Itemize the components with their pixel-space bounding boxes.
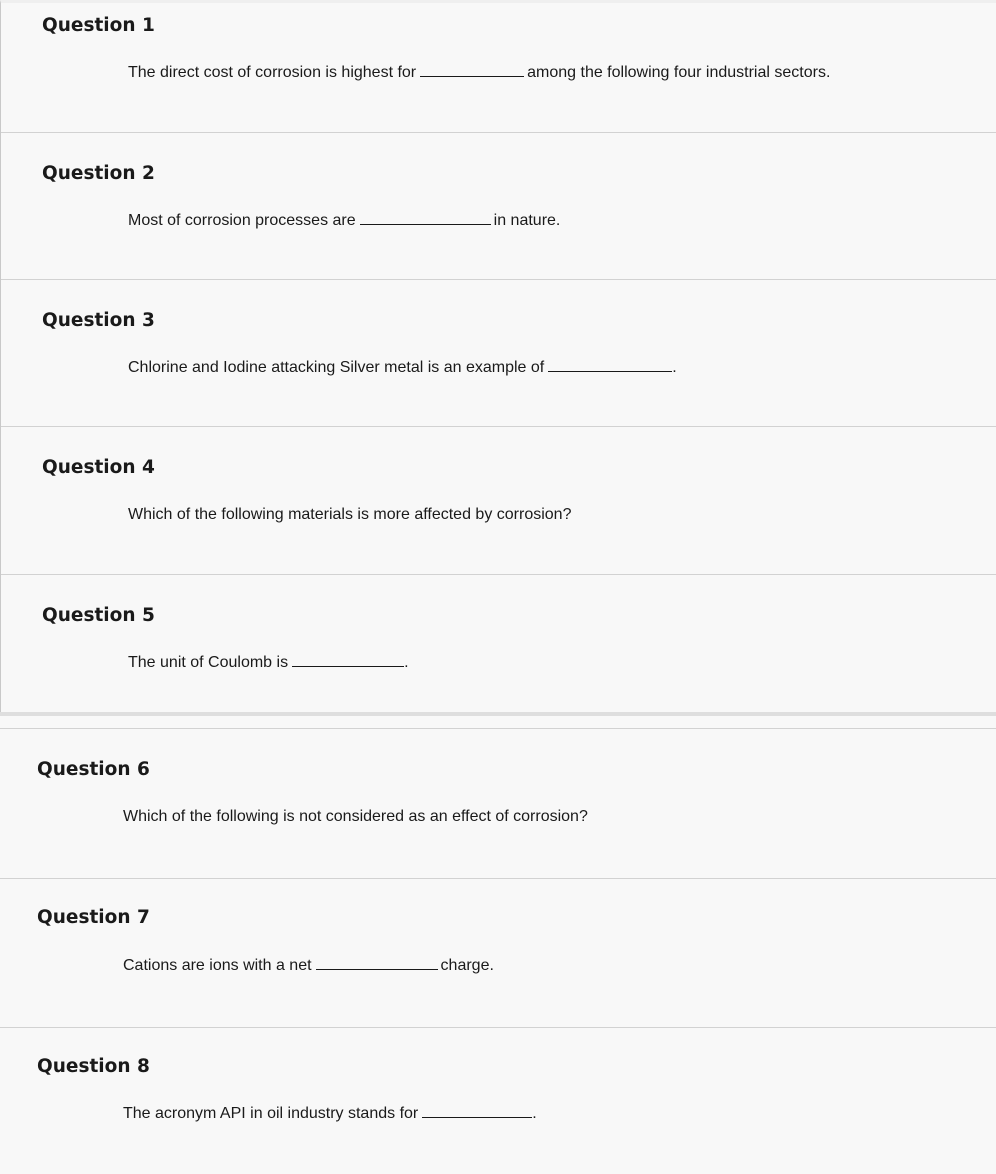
question-card-5 [1,574,996,714]
question-title: Question 6 [37,759,150,780]
answer-blank [422,1105,532,1118]
answer-blank [548,359,672,372]
question-text-after: in nature. [493,212,561,229]
question-card-6 [0,728,996,878]
question-title: Question 8 [37,1056,150,1077]
question-title: Question 5 [42,605,155,626]
question-title: Question 3 [42,310,155,331]
question-text: Which of the following is not considered as an effect of corrosion? [123,808,588,825]
question-card-8 [0,1027,996,1174]
section-divider [0,712,996,716]
answer-blank [360,212,491,225]
question-text: Which of the following materials is more affected by corrosion? [128,506,572,523]
question-text [128,654,409,672]
question-title: Question 2 [42,163,155,184]
question-card-7 [0,878,996,1027]
question-text-before: The unit of Coulomb is [128,654,289,671]
question-card-2 [1,132,996,280]
question-text [123,957,494,975]
question-text-before: Most of corrosion processes are [128,212,356,229]
answer-blank [292,654,404,667]
answer-blank [420,64,524,77]
question-title: Question 4 [42,457,155,478]
question-text-before: Chlorine and Iodine attacking Silver metal is an example of [128,359,545,376]
question-title: Question 1 [42,15,155,36]
question-text-after: . [532,1105,537,1122]
question-text [128,359,677,377]
answer-blank [316,957,438,970]
question-group-2 [0,728,996,1174]
question-text-before: The direct cost of corrosion is highest for [128,64,417,81]
question-text-after: charge. [440,957,494,974]
question-text [128,212,560,230]
question-card-1 [1,3,996,133]
question-text [128,64,830,82]
question-text-after: among the following four industrial sectors. [527,64,831,81]
question-text-after: . [404,654,409,671]
question-text-before: Cations are ions with a net [123,957,312,974]
question-title: Question 7 [37,907,150,928]
question-text [123,1105,537,1123]
question-card-3 [1,279,996,427]
question-text-before: The acronym API in oil industry stands for [123,1105,419,1122]
question-card-4 [1,426,996,574]
question-text-after: . [672,359,677,376]
